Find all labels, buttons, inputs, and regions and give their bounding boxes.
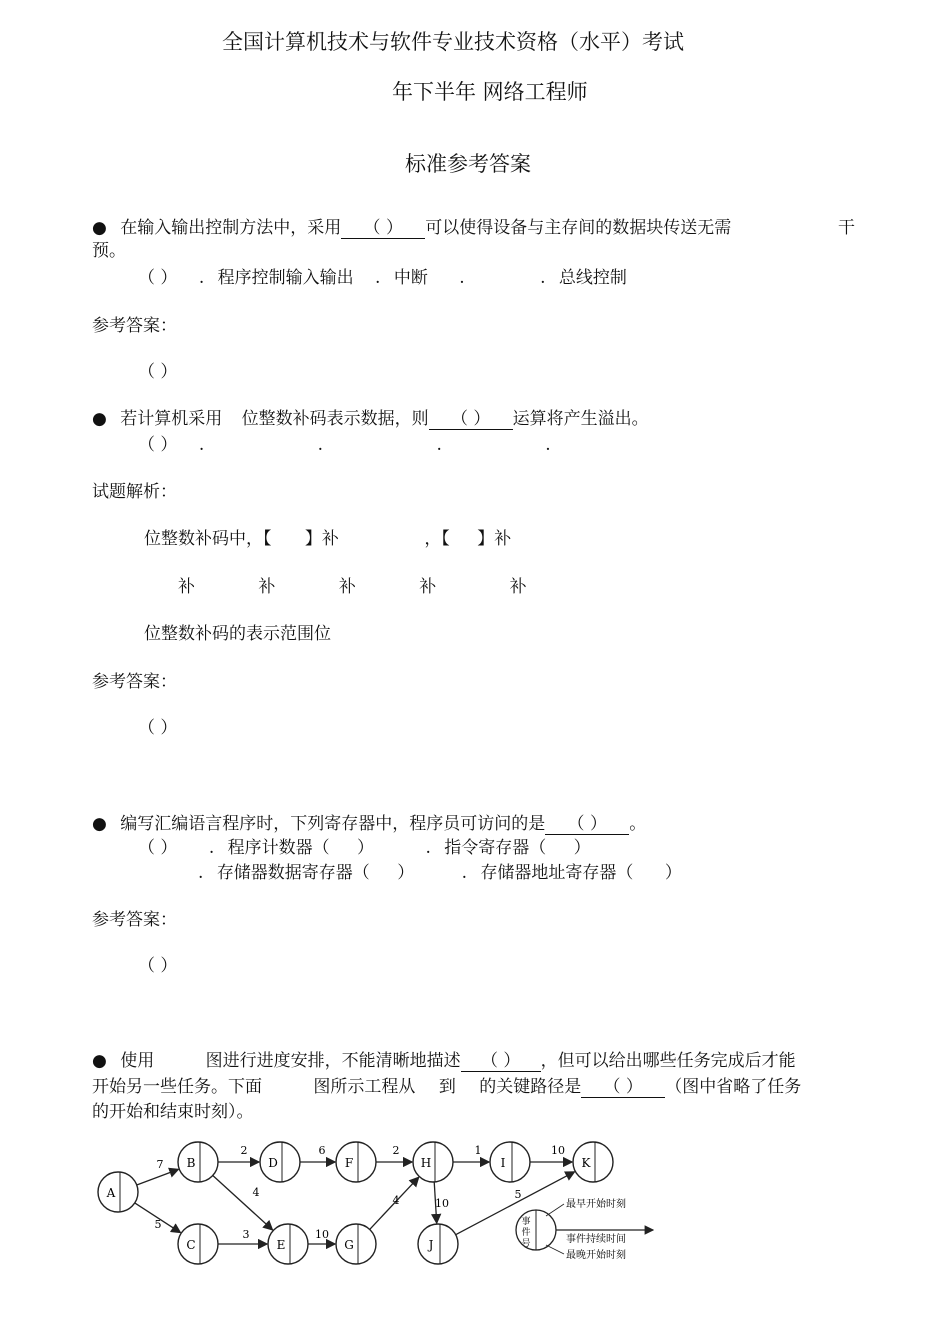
edge-weight: 7 [156,1158,164,1171]
q3-option-b: 指令寄存器（ [444,838,547,858]
q1-answer-blank: （ ） [341,218,425,239]
q2-analysis-text: 】补 [304,529,339,549]
q4-answer-blank-1: （ ） [461,1051,541,1072]
q2-option-dot: . [198,435,205,455]
q4-line3: 的开始和结束时刻）。 [92,1102,254,1122]
node-I [490,1142,530,1182]
q2-analysis-text: ，【 [424,529,450,549]
q2-analysis-line1 [144,529,511,549]
node-G [336,1224,376,1264]
q1-text-pre: 在输入输出控制方法中，采用 [120,218,342,238]
q2-analysis-line2 [178,577,527,597]
q2-analysis-text: 位整数补码中，【 [144,529,272,549]
edge-weight: 5 [514,1188,522,1201]
q1-answer-label: 参考答案： [92,316,177,336]
q3-answer: （ ） [138,956,178,976]
node-label: I [500,1156,506,1170]
q3-answer-blank: （ ） [545,814,629,835]
q4-text: （图中省略了任务 [665,1077,802,1097]
node-label: F [344,1156,354,1170]
q2-analysis-text: 】补 [477,529,512,549]
edge-weight: 4 [392,1194,400,1207]
q3-option-c: 存储器数据寄存器（ [216,863,370,883]
node-B [178,1142,218,1182]
question-1 [92,218,731,239]
q2-analysis-line3: 位整数补码的表示范围位 [144,624,331,644]
q2-analysis-label: 试题解析： [92,482,177,502]
legend-node-text: 事 [521,1217,531,1227]
q2-answer: （ ） [138,718,178,738]
q3-text-pre: 编写汇编语言程序时，下列寄存器中，程序员可访问的是 [120,814,546,834]
edge-weight: 3 [242,1228,250,1241]
bullet-icon: ● [92,409,107,429]
q3-option-dot: . [198,863,204,883]
node-label: D [268,1156,278,1170]
q2-answer-label: 参考答案： [92,672,177,692]
node-C [178,1224,218,1264]
question-4 [92,1051,796,1072]
node-label: H [420,1156,432,1170]
q2-analysis-bu: 补 [509,577,527,597]
q4-text: 的关键路径是 [479,1077,582,1097]
q4-text: ，但可以给出哪些任务完成后才能 [540,1051,796,1071]
q1-option-dot: . [198,268,205,288]
q1-option-dot: . [375,268,381,288]
question-3 [92,814,646,835]
legend-node-text: 件 [521,1228,531,1238]
q1-answer: （ ） [138,362,178,382]
q2-analysis-bu: 补 [178,577,195,597]
q4-answer-blank-2: （ ） [581,1077,665,1098]
legend-duration: 事件持续时间 [566,1234,626,1245]
q3-option-b-close: ） [573,838,591,858]
q1-option-d: 总线控制 [558,268,627,288]
bullet-icon: ● [92,218,107,238]
q2-option-dot: . [545,435,551,455]
question-2 [92,409,649,430]
q2-text-post: 运算将产生溢出。 [512,409,649,429]
network-diagram [88,1132,688,1282]
q2-text-pre: 若计算机采用 [120,409,223,429]
node-E [268,1224,308,1264]
q3-option-paren: （ ） [138,838,178,858]
q3-option-dot: . [461,863,468,883]
edge-weight: 1 [474,1144,482,1157]
bullet-icon: ● [92,1051,107,1071]
edge-weight: 10 [435,1197,449,1210]
node-H [413,1142,453,1182]
edge-weight: 2 [392,1144,400,1157]
edge-A-B [137,1169,179,1185]
node-label: C [186,1238,196,1252]
node-D [260,1142,300,1182]
q2-option-dot: . [317,435,324,455]
q3-option-d-close: ） [664,863,682,883]
legend-latest: 最晚开始时刻 [566,1250,626,1261]
q3-answer-label: 参考答案： [92,910,177,930]
q4-text: 图进行进度安排，不能清晰地描述 [205,1051,461,1071]
node-J [418,1224,458,1264]
section-heading: 标准参考答案 [405,152,531,176]
q2-analysis-bu: 补 [258,577,276,597]
edge-weight: 10 [551,1144,565,1157]
q2-option-paren: （ ） [138,435,178,455]
edge-weight: 6 [318,1144,326,1157]
q2-option-dot: . [436,435,442,455]
q4-text: 开始另一些任务。下面 [92,1077,262,1097]
node-label: G [344,1238,354,1252]
q3-option-dot: . [208,838,215,858]
q2-analysis-bu: 补 [419,577,437,597]
legend-node-text: 号 [521,1239,531,1249]
q3-option-d: 存储器地址寄存器（ [480,863,634,883]
node-A [98,1172,138,1212]
q4-text: 使用 [120,1051,155,1071]
q4-line2 [92,1077,801,1098]
q3-options-row1 [138,838,591,858]
q1-option-a: 程序控制输入输出 [217,268,354,288]
q2-text-mid: 位整数补码表示数据，则 [241,409,429,429]
q2-options [138,435,551,455]
q3-option-a-close: ） [357,838,375,858]
q3-text-post: 。 [629,814,647,834]
q4-text: 图所示工程从 [313,1077,416,1097]
node-label: E [276,1238,286,1252]
q1-line2: 预。 [92,241,126,261]
document-subtitle: 年下半年 网络工程师 [392,80,588,104]
document-title: 全国计算机技术与软件专业技术资格（水平）考试 [222,30,684,54]
q1-text-post: 可以使得设备与主存间的数据块传送无需 [425,218,732,238]
edge-weight: 2 [240,1144,248,1157]
q1-option-b: 中断 [393,268,428,288]
q3-option-c-close: ） [397,863,415,883]
node-label: K [581,1156,591,1170]
node-label: A [106,1186,116,1200]
node-K [573,1142,613,1182]
edge-weight: 5 [154,1218,162,1231]
edge-B-E [213,1175,273,1229]
q2-analysis-bu: 补 [338,577,356,597]
legend-earliest: 最早开始时刻 [566,1199,626,1210]
q1-option-dot: . [459,268,465,288]
edge-weight: 10 [315,1228,329,1241]
bullet-icon: ● [92,814,107,834]
q2-answer-blank: （ ） [429,409,513,430]
node-F [336,1142,376,1182]
q3-options-row2 [198,863,682,883]
q1-option-dot: . [540,268,546,288]
q1-option-paren: （ ） [138,268,178,288]
diagram-legend [516,1197,653,1261]
q1-options [138,268,627,288]
q1-text-tail: 干 [838,218,855,238]
q3-option-a: 程序计数器（ [227,838,330,858]
node-label: B [186,1156,196,1170]
q4-text: 到 [438,1077,456,1097]
node-label: J [428,1238,434,1252]
q3-option-dot: . [425,838,431,858]
edge-weight: 4 [252,1186,260,1199]
